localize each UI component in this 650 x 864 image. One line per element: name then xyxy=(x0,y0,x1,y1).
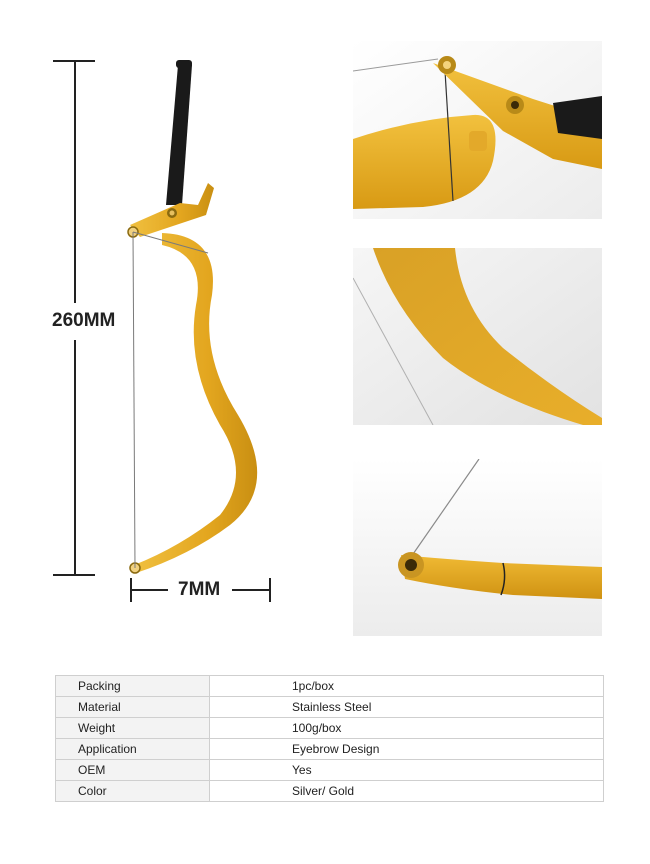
height-line-lower xyxy=(74,340,76,576)
spec-key: Packing xyxy=(56,676,210,697)
width-label: 7MM xyxy=(178,579,221,600)
spec-value: Eyebrow Design xyxy=(210,739,604,760)
spec-key: Weight xyxy=(56,718,210,739)
spec-key: Material xyxy=(56,697,210,718)
detail-photo-tip-eyelet xyxy=(353,459,602,636)
thread xyxy=(133,232,135,568)
spec-key: OEM xyxy=(56,760,210,781)
spec-value: Silver/ Gold xyxy=(210,781,604,802)
bow-body xyxy=(134,233,257,573)
spec-value: 100g/box xyxy=(210,718,604,739)
spec-value: 1pc/box xyxy=(210,676,604,697)
spec-row-weight xyxy=(56,718,604,739)
spec-row-application xyxy=(56,739,604,760)
detail-photo-bow-curve xyxy=(353,248,602,425)
spec-row-oem xyxy=(56,760,604,781)
spec-row-color xyxy=(56,781,604,802)
spec-row-material xyxy=(56,697,604,718)
spec-key: Application xyxy=(56,739,210,760)
spec-key: Color xyxy=(56,781,210,802)
spec-value: Yes xyxy=(210,760,604,781)
spec-table xyxy=(55,675,604,802)
height-label: 260MM xyxy=(52,310,116,331)
width-line-right xyxy=(232,589,270,591)
width-line-left xyxy=(130,589,168,591)
detail-photo-pivot xyxy=(353,41,602,219)
spec-value: Stainless Steel xyxy=(210,697,604,718)
handle xyxy=(166,65,192,205)
eyebrow-thread-tool-illustration xyxy=(100,55,290,585)
height-bottom-tick xyxy=(53,574,95,576)
spec-row-packing xyxy=(56,676,604,697)
height-line-upper xyxy=(74,60,76,303)
